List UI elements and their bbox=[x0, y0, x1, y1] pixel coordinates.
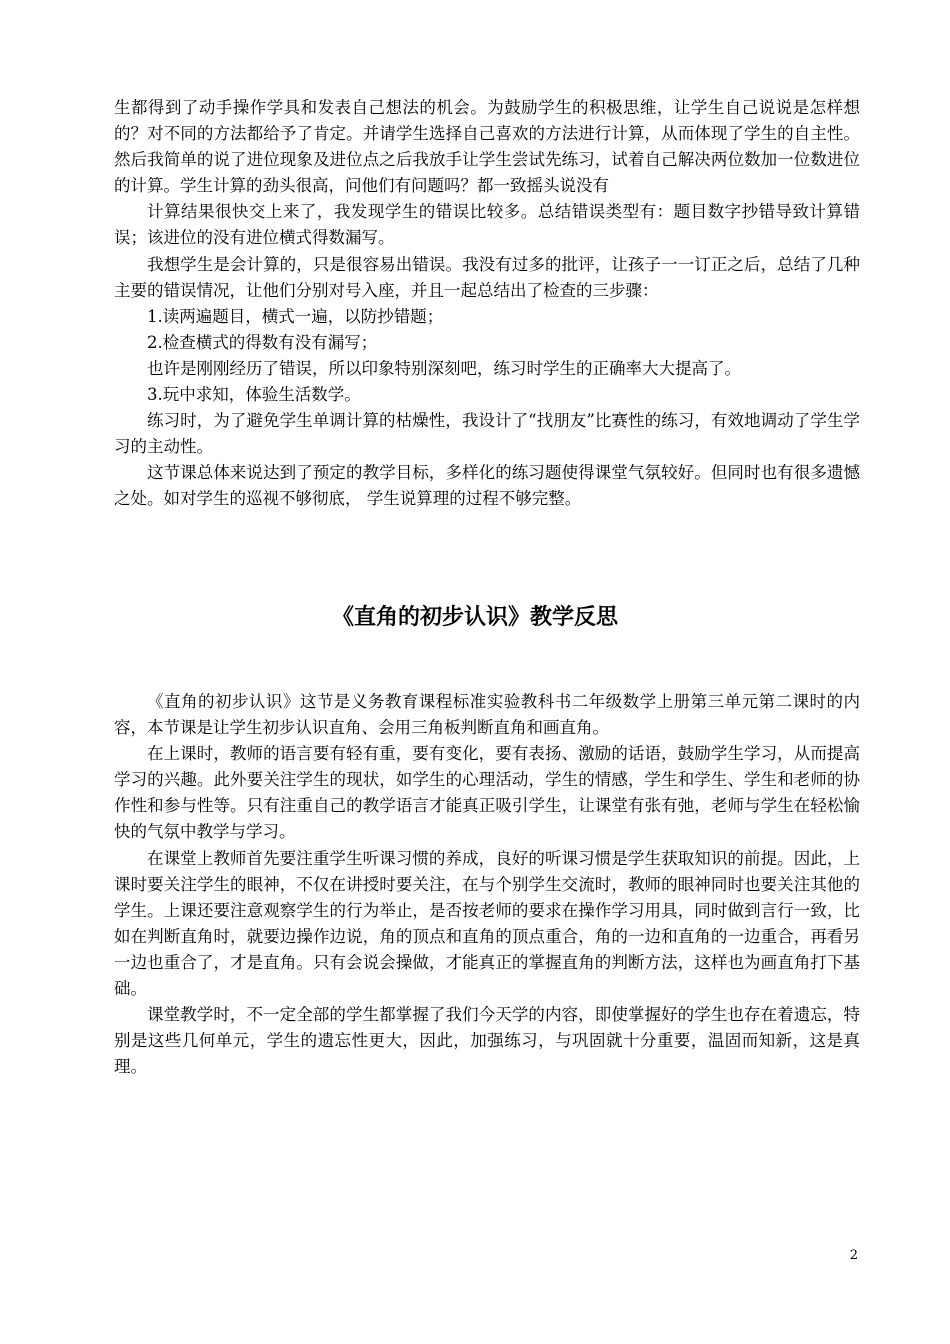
list-item: 3.玩中求知，体验生活数学。 bbox=[147, 385, 361, 405]
paragraph: 在课堂上教师首先要注重学生听课习惯的养成，良好的听课习惯是学生获取知识的前提。因此，上课时要关注学生的眼神，不仅在讲授时要关注，在与个别学生交流时，教师的眼神同时也要关注其他的学生。上课还要注意观察学生的行为举止，是否按老师的要求在操作学习用具，同时做到言行一致，比如在判断直角时，就要边操作边说，角的顶点和直角的顶点重合，角的一边和直角的一边重合，再看另一边也重合了，才是直角。只有会说会操做，才能真正的掌握直角的判断方法，这样也为画直角打下基础。 bbox=[114, 848, 860, 999]
paragraph: 也许是刚刚经历了错误，所以印象特别深刻吧，练习时学生的正确率大大提高了。 bbox=[147, 358, 741, 378]
list-item: 1.读两遍题目，横式一遍，以防抄错题； bbox=[147, 306, 444, 326]
paragraph: 在上课时，教师的语言要有轻有重，要有变化，要有表扬、激励的话语，鼓励学生学习，从而提高学习的兴趣。此外要关注学生的现状，如学生的心理活动，学生的情感，学生和学生、学生和老师的协作性和参与性等。只有注重自己的教学语言才能真正吸引学生，让课堂有张有弛，老师与学生在轻松愉快的气氛中教学与学习。 bbox=[114, 744, 860, 842]
paragraph: 我想学生是会计算的，只是很容易出错误。我没有过多的批评，让孩子一一订正之后，总结了几种主要的错误情况，让他们分别对号入座，并且一起总结出了检查的三步骤： bbox=[114, 254, 860, 300]
paragraph: 课堂教学时，不一定全部的学生都掌握了我们今天学的内容，即使掌握好的学生也存在着遗忘，特别是这些几何单元，学生的遗忘性更大，因此，加强练习，与巩固就十分重要，温固而知新，这是真理。 bbox=[114, 1005, 860, 1077]
paragraph: 《直角的初步认识》这节是义务教育课程标准实验教科书二年级数学上册第三单元第二课时的内容，本节课是让学生初步认识直角、会用三角板判断直角和画直角。 bbox=[114, 692, 860, 738]
section-2-body bbox=[114, 689, 860, 1080]
section-1-body bbox=[114, 95, 860, 513]
paragraph: 生都得到了动手操作学具和发表自己想法的机会。为鼓励学生的积极思维，让学生自己说说是怎样想的？对不同的方法都给予了肯定。并请学生选择自己喜欢的方法进行计算，从而体现了学生的自主性。然后我简单的说了进位现象及进位点之后我放手让学生尝试先练习，试着自己解决两位数加一位数进位的计算。学生计算的劲头很高，问他们有问题吗？都一致摇头说没有 bbox=[114, 98, 860, 196]
paragraph: 练习时，为了避免学生单调计算的枯燥性，我设计了“找朋友”比赛性的练习，有效地调动了学生学习的主动性。 bbox=[114, 411, 860, 457]
paragraph: 计算结果很快交上来了，我发现学生的错误比较多。总结错误类型有：题目数字抄错导致计算错误；该进位的没有进位横式得数漏写。 bbox=[114, 202, 860, 248]
section-title: 《直角的初步认识》教学反思 bbox=[331, 605, 618, 630]
list-item: 2.检查横式的得数有没有漏写； bbox=[147, 332, 378, 352]
paragraph: 这节课总体来说达到了预定的教学目标，多样化的练习题使得课堂气氛较好。但同时也有很多遗憾之处。如对学生的巡视不够彻底， 学生说算理的过程不够完整。 bbox=[114, 463, 860, 509]
page-number: 2 bbox=[849, 1248, 858, 1263]
